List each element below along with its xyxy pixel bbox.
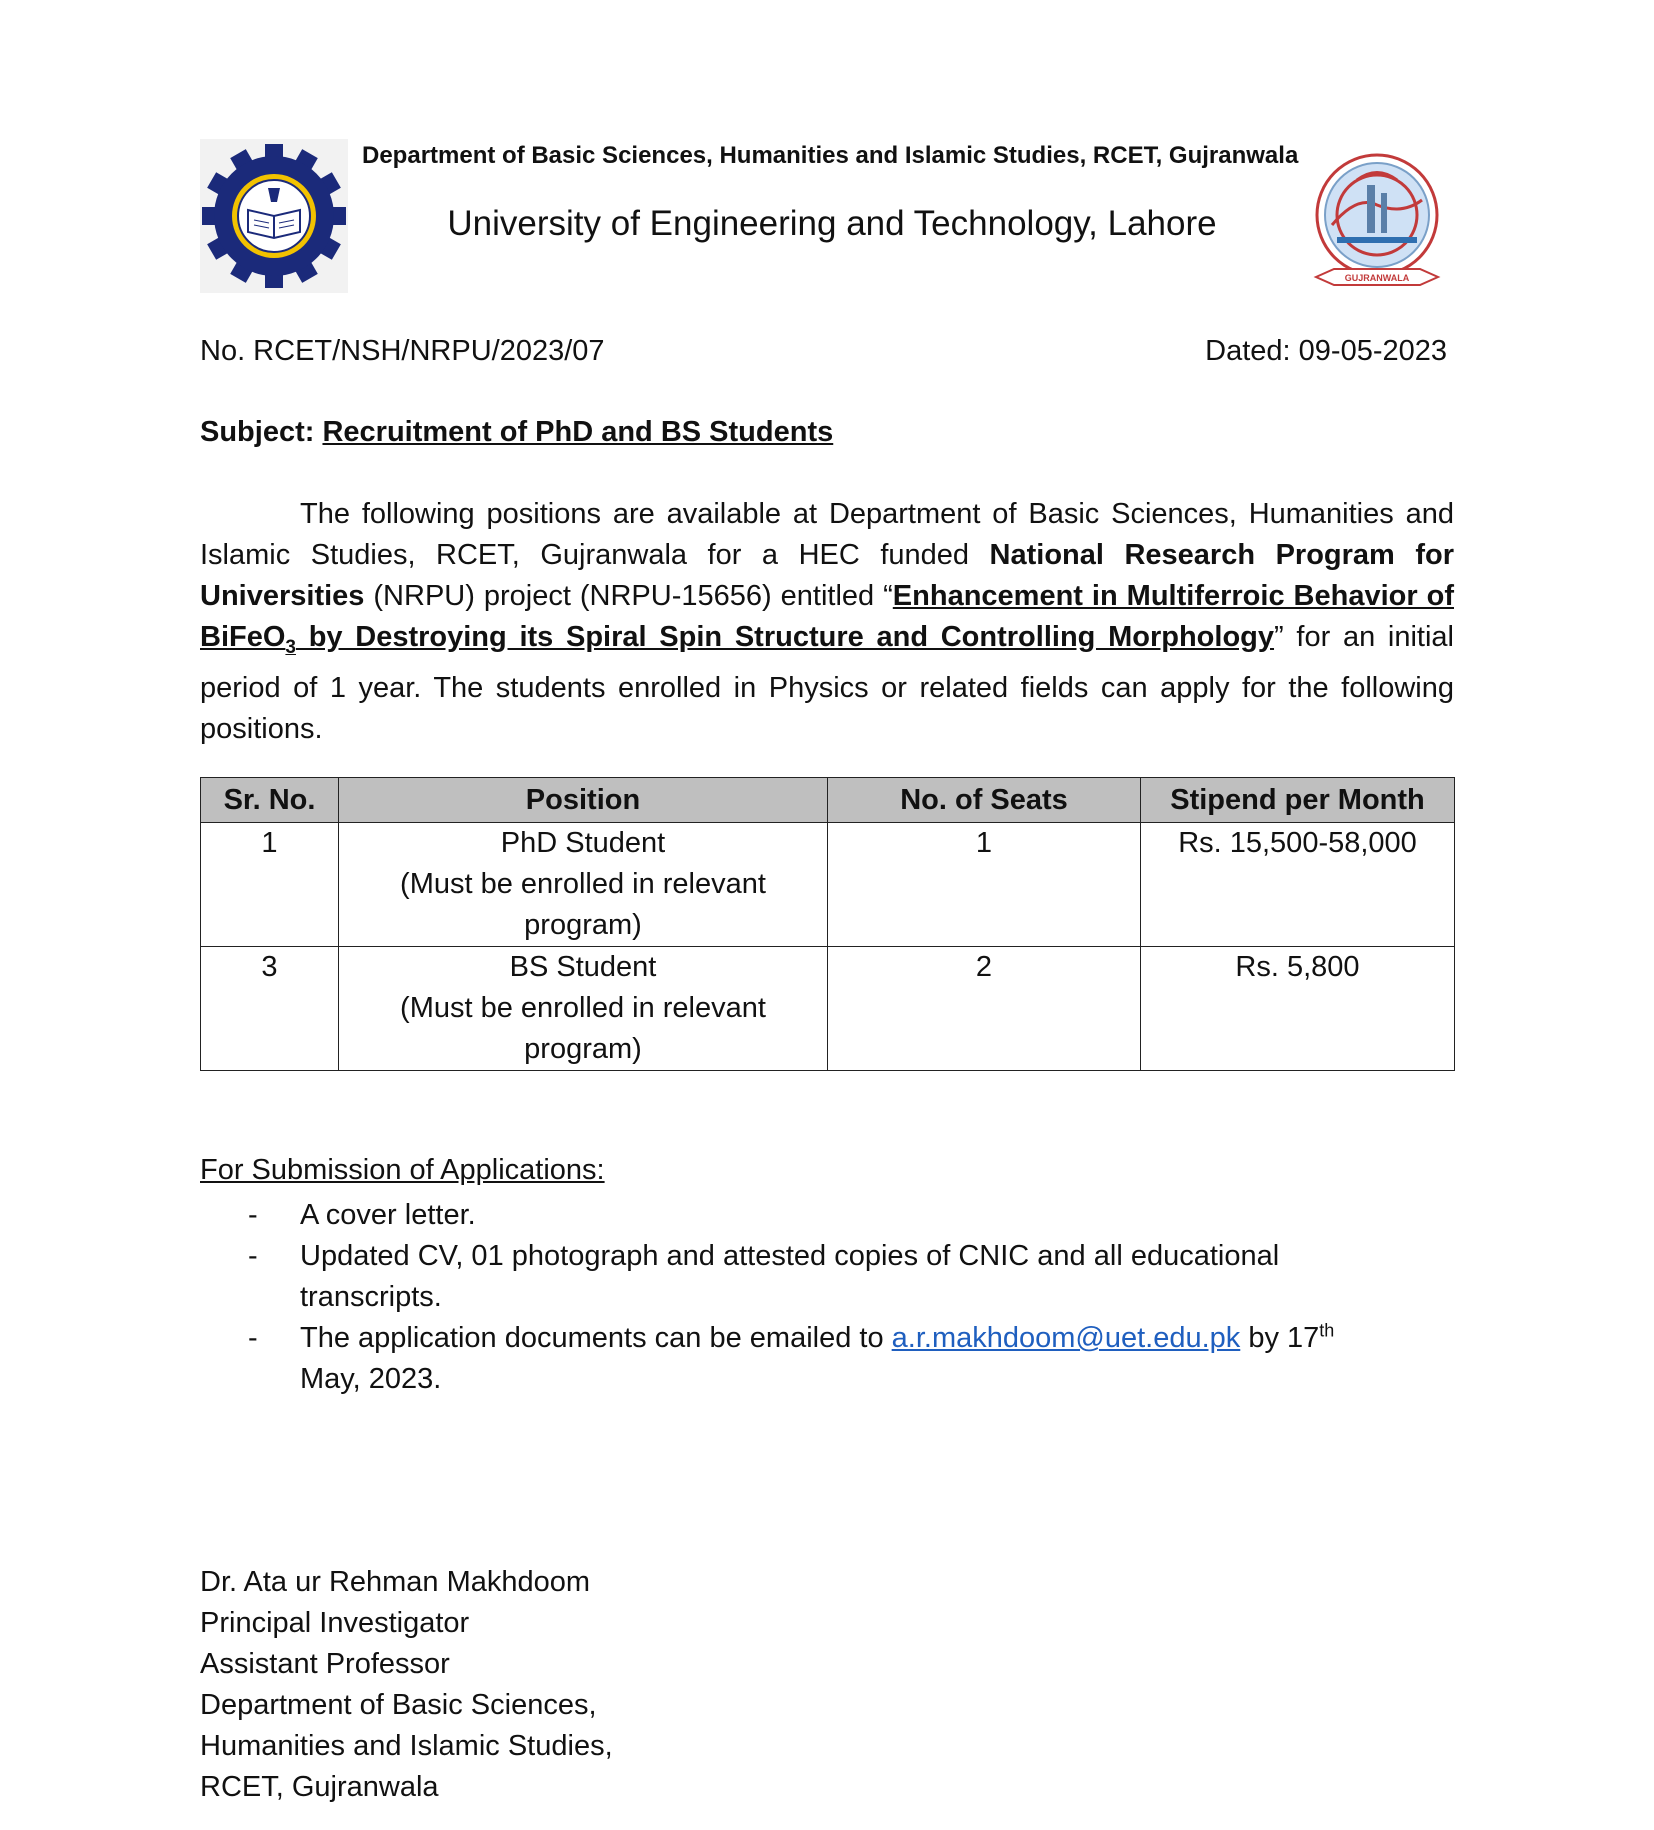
- program-name: National Research Program for Universities: [200, 539, 1455, 612]
- subject-text: Recruitment of PhD and BS Students: [322, 416, 834, 448]
- uet-logo: [200, 139, 348, 293]
- list-item: [200, 1318, 1350, 1400]
- position-note: (Must be enrolled in relevant program): [400, 868, 766, 941]
- cell-seats: 1: [828, 823, 1141, 947]
- list-dash: -: [248, 1240, 258, 1272]
- submission-list: [200, 1195, 1454, 1400]
- positions-table: [200, 777, 1455, 1071]
- list-item: [200, 1236, 1350, 1318]
- list-dash: -: [248, 1322, 258, 1354]
- cell-stipend: Rs. 15,500-58,000: [1141, 823, 1455, 947]
- signatory-place: RCET, Gujranwala: [200, 1771, 439, 1803]
- position-note: (Must be enrolled in relevant program): [400, 992, 766, 1065]
- cell-sr-no: 1: [201, 823, 339, 947]
- rcet-logo-ribbon-text: GUJRANWALA: [1344, 273, 1410, 283]
- position-title: PhD Student: [500, 827, 666, 859]
- item-text: Updated CV, 01 photograph and attested copies of CNIC and all educational transcripts.: [300, 1240, 1280, 1313]
- email-link[interactable]: a.r.makhdoom@uet.edu.pk: [891, 1322, 1241, 1354]
- position-title: BS Student: [509, 951, 657, 983]
- table-row: [201, 823, 1455, 947]
- body-text-3: ” for an initial period of 1 year. The students enrolled in Physics or related fields can apply for the following positions.: [200, 621, 1455, 745]
- project-title-subscript: 3: [285, 636, 296, 658]
- subject-line: [200, 416, 833, 449]
- rcet-logo-icon: [1304, 147, 1450, 297]
- table-header-row: [201, 778, 1455, 823]
- cell-sr-no: 3: [201, 947, 339, 1071]
- reference-number: No. RCET/NSH/NRPU/2023/07: [200, 335, 605, 367]
- reference-date: Dated: 09-05-2023: [1205, 335, 1447, 367]
- project-title-a: Enhancement in Multiferroic Behavior of BiFeO: [200, 580, 1454, 653]
- cell-position: [339, 823, 828, 947]
- cell-stipend: Rs. 5,800: [1141, 947, 1455, 1071]
- submission-heading: For Submission of Applications:: [200, 1154, 605, 1186]
- item-text-mid: by 17: [1240, 1322, 1320, 1354]
- rcet-logo: [1304, 147, 1450, 297]
- body-paragraph: [200, 494, 1454, 750]
- signatory-name: Dr. Ata ur Rehman Makhdoom: [200, 1566, 591, 1598]
- header-sr-no: Sr. No.: [201, 778, 339, 823]
- department-name: Department of Basic Sciences, Humanities and Islamic Studies, RCET, Gujranwala: [362, 142, 1299, 169]
- subject-label: Subject:: [200, 416, 315, 448]
- body-text-2: (NRPU) project (NRPU-15656) entitled “: [364, 580, 893, 612]
- cell-position: [339, 947, 828, 1071]
- table-row: [201, 947, 1455, 1071]
- signature-block: [200, 1562, 613, 1808]
- project-title-b: by Destroying its Spiral Spin Structure and Controlling Morphology: [295, 621, 1275, 653]
- item-text-post: May, 2023.: [300, 1363, 442, 1395]
- uet-logo-icon: [200, 139, 348, 293]
- item-text-pre: The application documents can be emailed to: [300, 1322, 892, 1354]
- date-superscript: th: [1319, 1320, 1335, 1341]
- list-item: [200, 1195, 1350, 1236]
- header-position: Position: [339, 778, 828, 823]
- header-stipend: Stipend per Month: [1141, 778, 1455, 823]
- signatory-dept-2: Humanities and Islamic Studies,: [200, 1730, 613, 1762]
- list-dash: -: [248, 1199, 258, 1231]
- university-name: University of Engineering and Technology, Lahore: [447, 204, 1217, 243]
- signatory-role-1: Principal Investigator: [200, 1607, 470, 1639]
- item-text: A cover letter.: [300, 1199, 476, 1231]
- signatory-role-2: Assistant Professor: [200, 1648, 450, 1680]
- body-text-1: The following positions are available at Department of Basic Sciences, Humanities and Islamic Studies, RCET, Gujranwala for a HEC funded: [200, 498, 1454, 571]
- header-seats: No. of Seats: [828, 778, 1141, 823]
- signatory-dept-1: Department of Basic Sciences,: [200, 1689, 597, 1721]
- cell-seats: 2: [828, 947, 1141, 1071]
